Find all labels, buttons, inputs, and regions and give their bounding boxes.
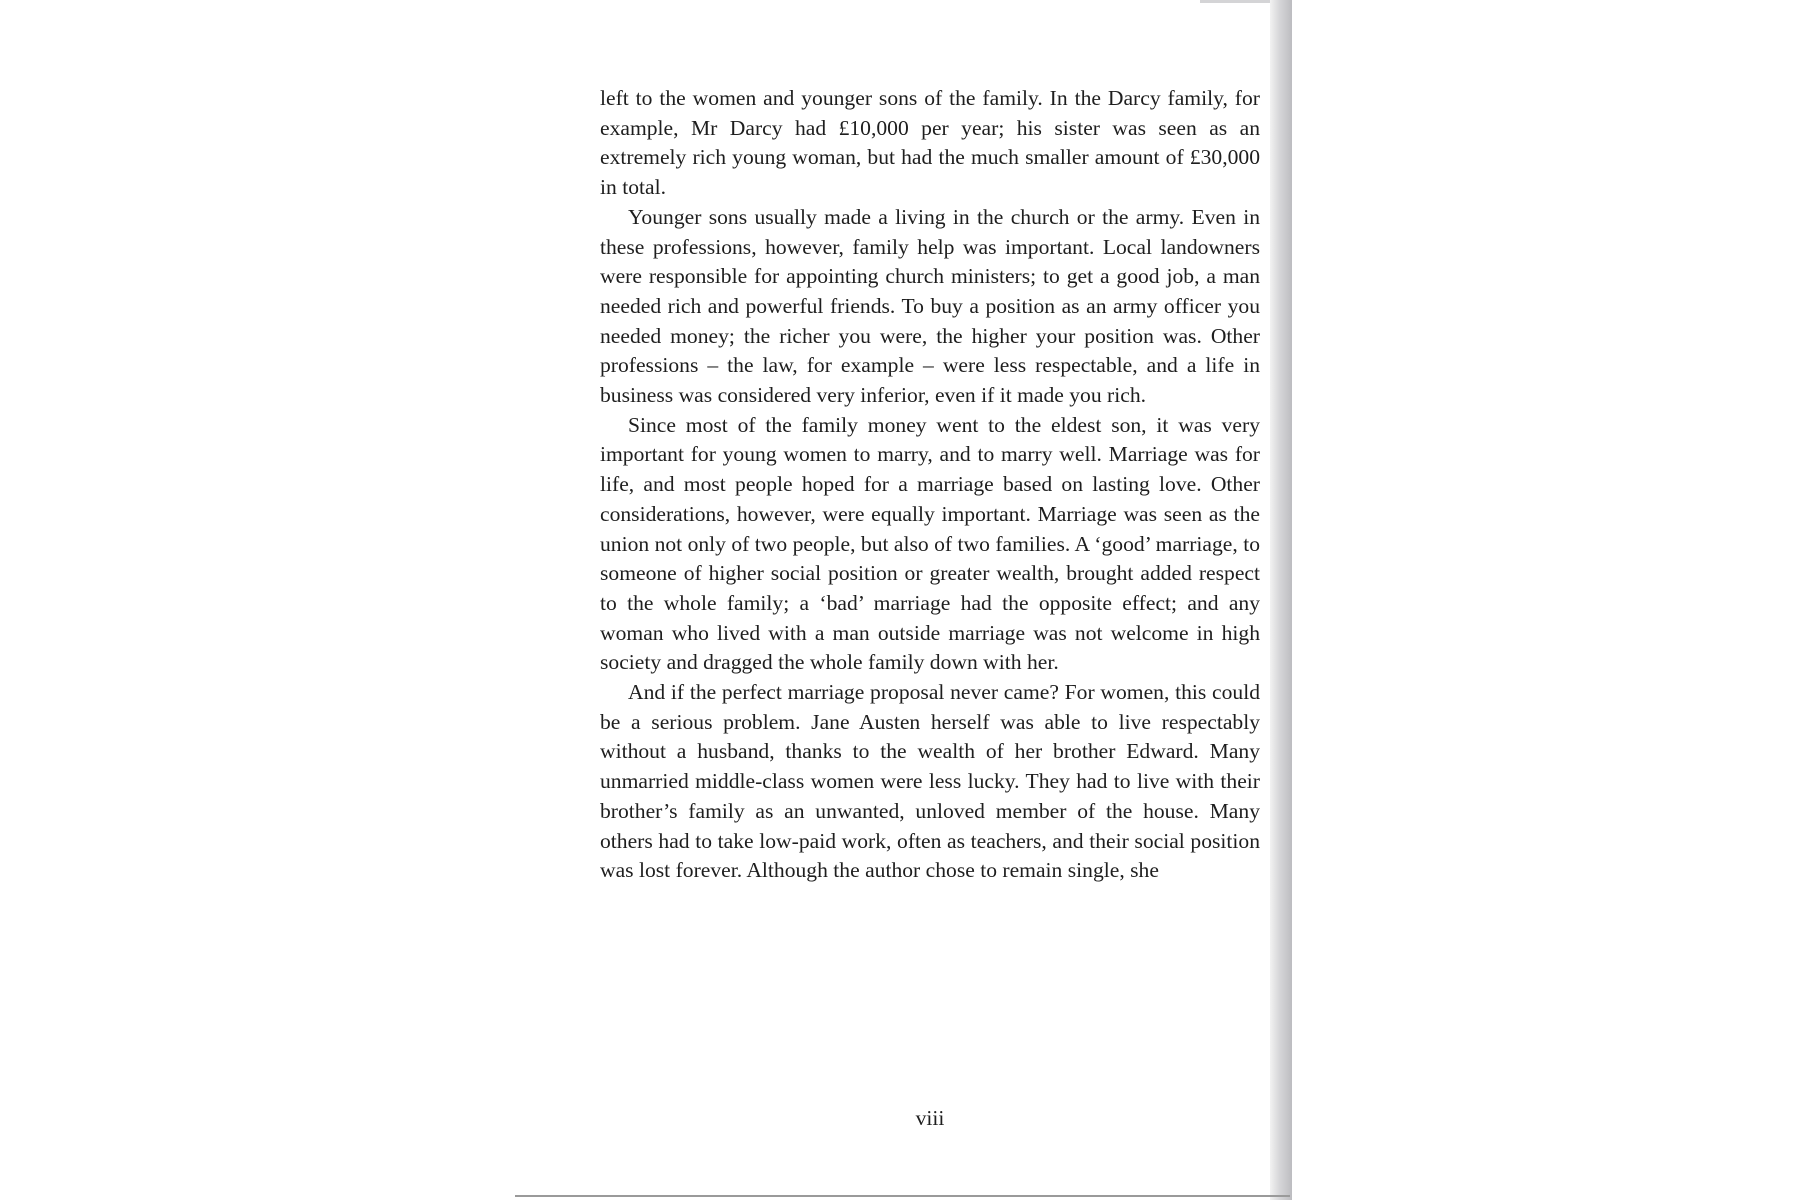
paragraph-continuation: left to the women and younger sons of the family. In the Darcy family, for example, Mr Darcy had £10,000 per year; his sister was seen as an extremely rich young woman, but had the much smaller amount of £30,000 in total.	[600, 86, 1260, 200]
paragraph-proposal: And if the perfect marriage proposal never came? For women, this could be a serious problem. Jane Austen herself was able to live respectably without a husband, thanks to the wealth of her brother Edward. Many unmarried middle-class women were less lucky. They had to live with their brother’s family as an unwanted, unloved member of the house. Many others had to take low-paid work, often as teachers, and their social position was lost forever. Although the author chose to remain single, she	[600, 680, 1260, 883]
page-number: viii	[915, 1106, 945, 1130]
page-gutter-shadow	[1270, 0, 1292, 1200]
paragraph-marriage: Since most of the family money went to the eldest son, it was very important for young women to marry, and to marry well. Marriage was for life, and most people hoped for a marriage based on lasting love. Other considerations, however, were equally important. Marriage was seen as the union not only of two people, but also of two families. A ‘good’ marriage, to someone of higher social position or greater wealth, brought added respect to the whole family; a ‘bad’ marriage had the opposite effect; and any woman who lived with a man outside marriage was not welcome in high society and dragged the whole family down with her.	[600, 412, 1260, 675]
paragraph-younger-sons: Younger sons usually made a living in the church or the army. Even in these professions, however, family help was important. Local landowners were responsible for appointing church ministers; to get a good job, a man needed rich and powerful friends. To buy a position as an army officer you needed money; the richer you were, the higher your position was. Other professions – the law, for example – were less respectable, and a life in business was considered very inferior, even if it made you rich.	[600, 204, 1260, 408]
body-text	[600, 84, 1260, 886]
bottom-edge-line	[515, 1195, 1290, 1197]
